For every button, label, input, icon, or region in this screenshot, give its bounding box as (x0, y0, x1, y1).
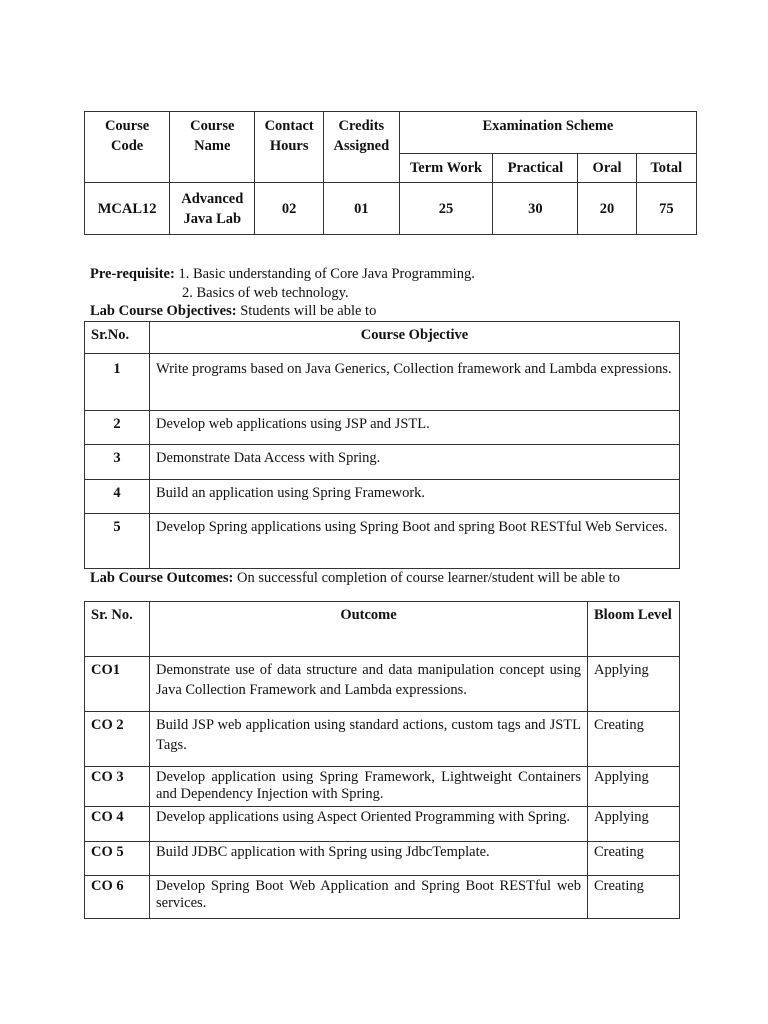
outcome-number: CO 2 (85, 712, 150, 767)
bloom-level: Creating (588, 842, 680, 876)
prerequisite-item-1: 1. Basic understanding of Core Java Programming. (178, 266, 475, 282)
header-sr-no: Sr.No. (85, 322, 150, 354)
outcome-row (85, 876, 680, 919)
bloom-level: Applying (588, 657, 680, 712)
outcome-text: Build JSP web application using standard actions, custom tags and JSTL Tags. (150, 712, 588, 767)
credits-value: 01 (323, 183, 399, 235)
objective-text: Demonstrate Data Access with Spring. (150, 445, 680, 480)
bloom-level: Creating (588, 876, 680, 919)
header-course-name: Course Name (170, 112, 255, 183)
outcomes-heading (90, 569, 620, 588)
header-bloom-level: Bloom Level (588, 602, 680, 657)
prerequisite-line-1 (90, 265, 475, 284)
course-name-value: Advanced Java Lab (170, 183, 255, 235)
course-row (85, 183, 697, 235)
term-work-value: 25 (399, 183, 493, 235)
objective-number: 3 (85, 445, 150, 480)
bloom-level: Applying (588, 767, 680, 807)
header-contact-hours: Contact Hours (255, 112, 324, 183)
outcome-text: Develop applications using Aspect Oriented Programming with Spring. (150, 807, 588, 842)
total-value: 75 (636, 183, 696, 235)
objective-row (85, 411, 680, 445)
outcome-row (85, 657, 680, 712)
outcome-number: CO 6 (85, 876, 150, 919)
outcome-text: Develop Spring Boot Web Application and Spring Boot RESTful web services. (150, 876, 588, 919)
oral-value: 20 (578, 183, 636, 235)
objectives-heading (90, 302, 376, 321)
objectives-table (84, 321, 680, 569)
objective-number: 5 (85, 514, 150, 569)
header-credits-assigned: Credits Assigned (323, 112, 399, 183)
outcome-number: CO 5 (85, 842, 150, 876)
outcome-number: CO 3 (85, 767, 150, 807)
course-info-table (84, 111, 697, 235)
outcomes-intro-text: On successful completion of course learner/student will be able to (237, 570, 620, 586)
outcome-row (85, 807, 680, 842)
objective-row (85, 480, 680, 514)
header-sr-no: Sr. No. (85, 602, 150, 657)
outcome-row (85, 712, 680, 767)
objective-text: Develop web applications using JSP and JSTL. (150, 411, 680, 445)
header-course-objective: Course Objective (150, 322, 680, 354)
objectives-label: Lab Course Objectives: (90, 303, 237, 319)
header-oral: Oral (578, 154, 636, 183)
outcome-number: CO1 (85, 657, 150, 712)
objective-row (85, 445, 680, 480)
objective-row (85, 514, 680, 569)
outcome-text: Develop application using Spring Framework, Lightweight Containers and Dependency Injection with Spring. (150, 767, 588, 807)
outcome-text: Build JDBC application with Spring using JdbcTemplate. (150, 842, 588, 876)
objective-number: 1 (85, 354, 150, 411)
objective-number: 2 (85, 411, 150, 445)
header-outcome: Outcome (150, 602, 588, 657)
practical-value: 30 (493, 183, 578, 235)
bloom-level: Creating (588, 712, 680, 767)
course-code-value: MCAL12 (85, 183, 170, 235)
header-examination-scheme: Examination Scheme (399, 112, 696, 154)
header-course-code: Course Code (85, 112, 170, 183)
header-term-work: Term Work (399, 154, 493, 183)
objective-number: 4 (85, 480, 150, 514)
objective-text: Write programs based on Java Generics, Collection framework and Lambda expressions. (150, 354, 680, 411)
bloom-level: Applying (588, 807, 680, 842)
header-practical: Practical (493, 154, 578, 183)
contact-hours-value: 02 (255, 183, 324, 235)
outcome-number: CO 4 (85, 807, 150, 842)
header-total: Total (636, 154, 696, 183)
outcome-row (85, 767, 680, 807)
outcome-row (85, 842, 680, 876)
objective-text: Build an application using Spring Framework. (150, 480, 680, 514)
outcomes-table (84, 601, 680, 919)
objectives-intro-text: Students will be able to (240, 303, 377, 319)
objective-row (85, 354, 680, 411)
outcomes-label: Lab Course Outcomes: (90, 570, 234, 586)
outcome-text: Demonstrate use of data structure and data manipulation concept using Java Collection Framework and Lambda expressions. (150, 657, 588, 712)
prerequisite-label: Pre-requisite: (90, 266, 175, 282)
objective-text: Develop Spring applications using Spring Boot and spring Boot RESTful Web Services. (150, 514, 680, 569)
prerequisite-item-2: 2. Basics of web technology. (182, 285, 349, 301)
